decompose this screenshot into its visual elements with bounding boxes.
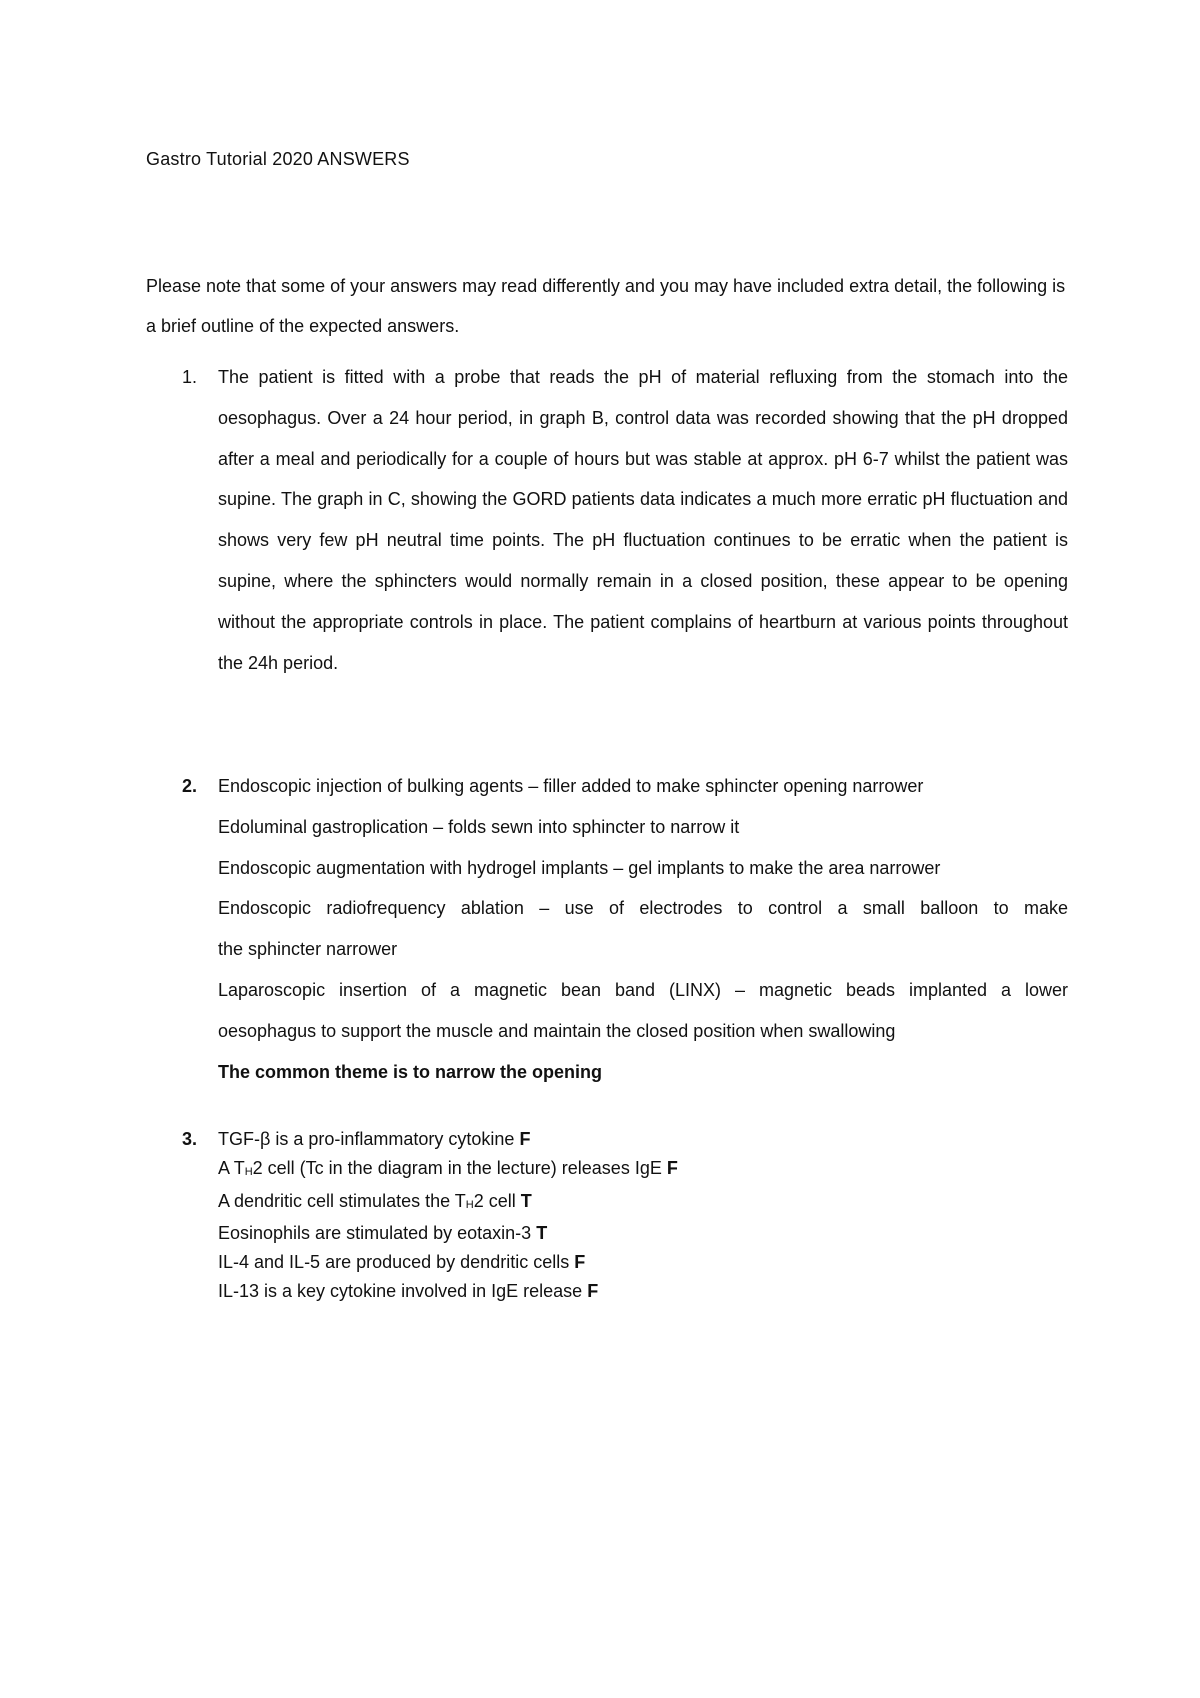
true-false-statement: IL-13 is a key cytokine involved in IgE release F	[218, 1280, 599, 1301]
answer-flag: T	[536, 1223, 548, 1244]
intro-text: Please note that some of your answers may read differently and you may have included extra detail, the following is a brief outline of the expected answers.	[146, 276, 1066, 336]
question-3-number: 3.	[182, 1129, 198, 1149]
answer-flag: F	[519, 1129, 531, 1149]
question-2-number: 2.	[182, 776, 198, 796]
question-1-number: 1.	[182, 367, 198, 387]
common-theme: The common theme is to narrow the opening	[218, 1061, 603, 1082]
answer-flag: T	[520, 1190, 532, 1211]
answer-line: Edoluminal gastroplication – folds sewn into sphincter to narrow it	[218, 816, 740, 837]
true-false-statement: Eosinophils are stimulated by eotaxin-3 T	[218, 1223, 548, 1244]
question-2-answer	[218, 766, 1068, 1092]
true-false-statement: A dendritic cell stimulates the TH2 cell T	[218, 1190, 532, 1211]
answer-flag: F	[587, 1280, 599, 1301]
document-title: Gastro Tutorial 2020 ANSWERS	[146, 149, 410, 169]
answer-line: Endoscopic injection of bulking agents – filler added to make sphincter opening narrower	[218, 776, 924, 796]
answer-line: Endoscopic radiofrequency ablation – use of electrodes to control a small balloon to make	[218, 898, 1068, 919]
true-false-statement: TGF-β is a pro-inflammatory cytokine F	[218, 1129, 531, 1149]
true-false-statement: A TH2 cell (Tc in the diagram in the lecture) releases IgE F	[218, 1157, 678, 1178]
true-false-statement: IL-4 and IL-5 are produced by dendritic cells F	[218, 1252, 586, 1273]
answer-line: oesophagus to support the muscle and maintain the closed position when swallowing	[218, 1020, 896, 1041]
intro-paragraph	[146, 266, 1066, 346]
answer-flag: F	[574, 1252, 586, 1273]
question-3-answer	[218, 1125, 1068, 1306]
answer-flag: F	[666, 1157, 678, 1178]
answer-line: Endoscopic augmentation with hydrogel implants – gel implants to make the area narrower	[218, 857, 941, 878]
answer-line: the sphincter narrower	[218, 939, 398, 960]
answer-line: Laparoscopic insertion of a magnetic bean band (LINX) – magnetic beads implanted a lower	[218, 979, 1068, 1000]
question-1-answer: The patient is fitted with a probe that reads the pH of material refluxing from the stomach into the oesophagus. Over a 24 hour period, in graph B, control data was recorded showing that the pH dropped after a meal and periodically for a couple of hours but was stable at approx. pH 6-7 whilst the patient was supine. The graph in C, showing the GORD patients data indicates a much more erratic pH fluctuation and shows very few pH neutral time points. The pH fluctuation continues to be erratic when the patient is supine, where the sphincters would normally remain in a closed position, these appear to be opening without the appropriate controls in place. The patient complains of heartburn at various points throughout the 24h period.	[218, 367, 1068, 673]
